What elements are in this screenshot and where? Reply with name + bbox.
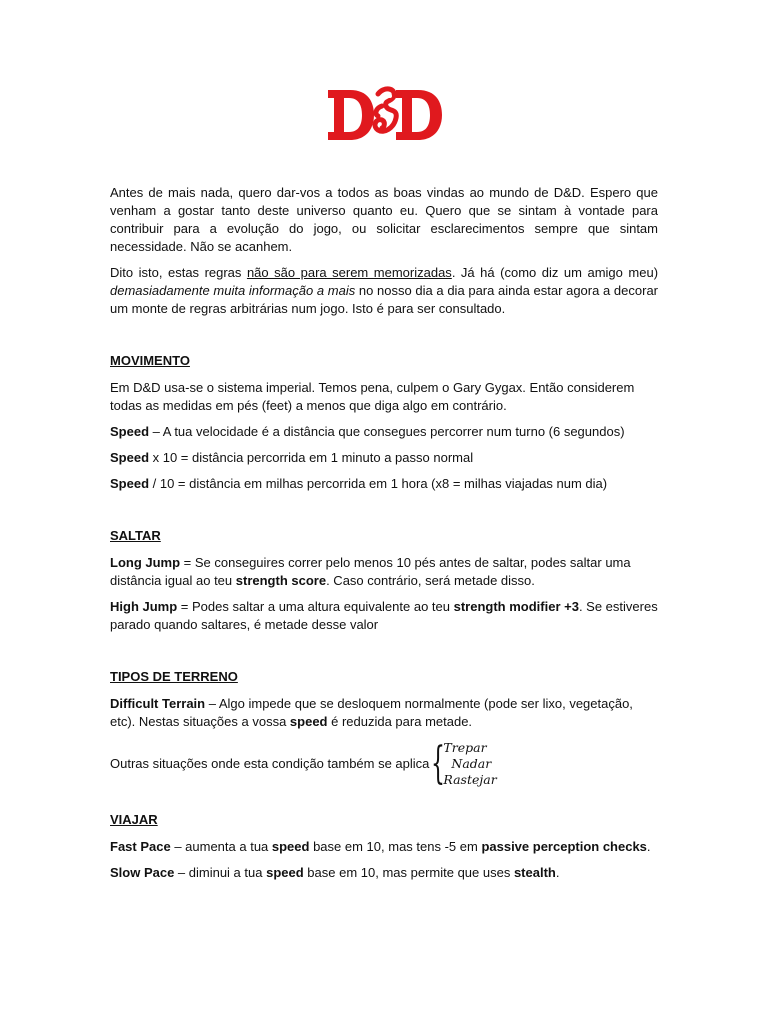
movimento-paragraph: Em D&D usa-se o sistema imperial. Temos pena, culpem o Gary Gygax. Então considerem todas as medidas em pés (feet) a menos que diga algo em contrário. [110, 380, 635, 413]
high-jump-paragraph: High Jump = Podes saltar a uma altura equivalente ao teu strength modifier +3. Se estiveres parado quando saltares, é metade desse valor [110, 599, 658, 632]
speed-definition: Speed – A tua velocidade é a distância que consegues percorrer num turno (6 segundos) [110, 424, 625, 439]
heading-tipos-de-terreno: TIPOS DE TERRENO [110, 669, 238, 684]
list-item: Trepar [443, 740, 487, 755]
speed-hour: Speed / 10 = distância em milhas percorrida em 1 hora (x8 = milhas viajadas num dia) [110, 476, 608, 491]
difficult-terrain-paragraph: Difficult Terrain – Algo impede que se desloquem normalmente (pode ser lixo, vegetação, etc). Nestas situações a vossa speed é reduzida para metade. [110, 696, 633, 729]
document-body [110, 184, 658, 890]
intro-paragraph-1: Antes de mais nada, quero dar-vos a todos as boas vindas ao mundo de D&D. Espero que venham a gostar tanto deste universo quanto eu. Quero que se sintam à vontade para contribuir para a evolução do jogo, ou solicitar esclarecimentos sempre que sintam necessidade. Não se acanhem. [110, 185, 658, 254]
intro-paragraph-2: Dito isto, estas regras não são para serem memorizadas. Já há (como diz um amigo meu) demasiadamente muita informação a mais no nosso dia a dia para ainda estar agora a decorar um monte de regras arbitrárias num jogo. Isto é para ser consultado. [110, 265, 659, 316]
fast-pace-paragraph: Fast Pace – aumenta a tua speed base em 10, mas tens -5 em passive perception checks. [110, 839, 651, 854]
terrain-situations-list [443, 740, 496, 788]
long-jump-paragraph: Long Jump = Se conseguires correr pelo menos 10 pés antes de saltar, podes saltar uma distância igual ao teu strength score. Caso contrário, será metade disso. [110, 555, 631, 588]
heading-saltar: SALTAR [110, 528, 161, 543]
list-item: Rastejar [443, 772, 497, 787]
speed-minute: Speed x 10 = distância percorrida em 1 minuto a passo normal [110, 450, 474, 465]
dnd-logo [0, 84, 768, 146]
heading-viajar: VIAJAR [110, 812, 158, 827]
dnd-logo-icon [324, 84, 444, 146]
slow-pace-paragraph: Slow Pace – diminui a tua speed base em 10, mas permite que uses stealth. [110, 865, 560, 880]
list-item: Nadar [451, 756, 492, 771]
terrain-situations [110, 739, 658, 789]
terrain-situations-label: Outras situações onde esta condição também se aplica [110, 756, 430, 771]
heading-movimento: MOVIMENTO [110, 353, 190, 368]
brace-icon: { [431, 738, 446, 789]
